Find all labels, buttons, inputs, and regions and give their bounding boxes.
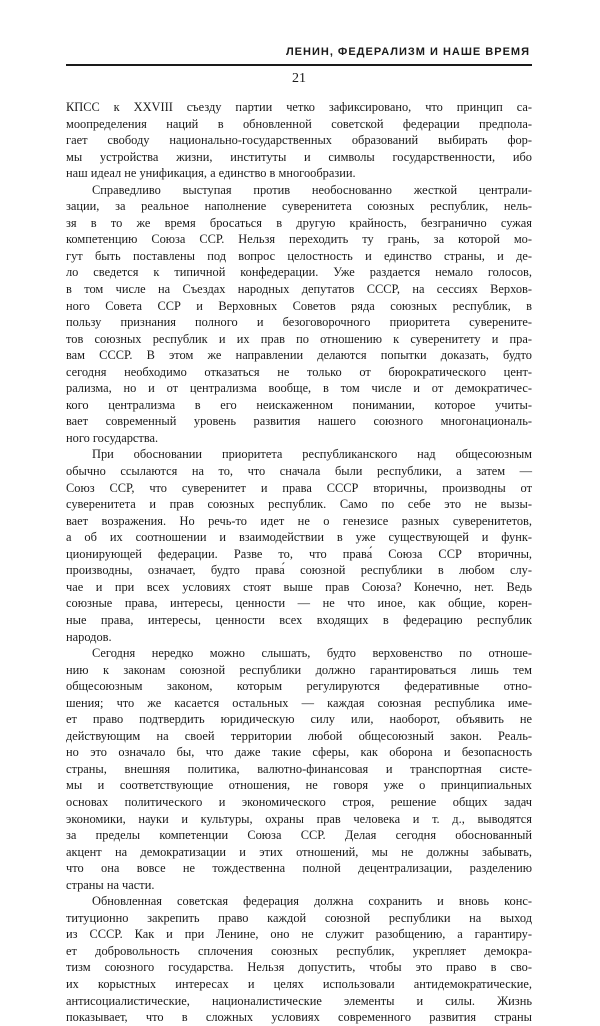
paragraph-line: действующим на своей территории любой общесоюзный закон. Реаль- xyxy=(66,728,532,743)
paragraph-line: пользу признания полного и безоговорочного приоритета суверените- xyxy=(66,315,532,330)
paragraph-line: компетенцию Союза ССР. Нельзя переходить ту грань, за которой мо- xyxy=(66,232,532,247)
paragraph-line: шения; что же касается остальных — каждая союзная республика име- xyxy=(66,695,532,710)
paragraph-line: При обосновании приоритета республиканского над общесоюзным xyxy=(92,447,532,462)
paragraph-line: Обновленная советская федерация должна сохранить и вновь конс- xyxy=(92,894,532,909)
paragraph-line: обычно ссылаются на то, что сначала были республики, а затем — xyxy=(66,464,532,479)
paragraph-line: основах политического и экономического строя, решение общих задач xyxy=(66,794,532,809)
paragraph-line: чае и при всех условиях стоят выше прав Союза? Конечно, нет. Ведь xyxy=(66,579,532,594)
paragraph-line: моопределения наций в обновленной советской федерации предпола- xyxy=(66,116,532,131)
paragraph-line: наш идеал не унификация, а единство в многообразии. xyxy=(66,166,356,181)
paragraph-line: гает свободу национально-государственных образований выбирать фор- xyxy=(66,133,532,148)
paragraph-line: сегодня необходимо отказаться не только от бюрократического цент- xyxy=(66,364,532,379)
paragraph-line: вает современный уровень развития нашего союзного многонациональ- xyxy=(66,414,532,429)
paragraph-line: титуционно закрепить право каждой союзной республики на выход xyxy=(66,910,532,925)
paragraph-line: из СССР. Как и при Ленине, оно не служит разобщению, а гарантиру- xyxy=(66,927,532,942)
paragraph-line: а об их соотношении и взаимодействии в уже существующей и функ- xyxy=(66,530,532,545)
paragraph-line: зя в то же время бросаться в другую крайность, безгранично сужая xyxy=(66,215,532,230)
running-title: ЛЕНИН, ФЕДЕРАЛИЗМ И НАШЕ ВРЕМЯ xyxy=(285,46,530,58)
paragraph-line: антисоциалистические, националистические элементы и силы. Жизнь xyxy=(66,993,532,1008)
paragraph-line: зации, за реальное наполнение суверенитета союзных республик, нель- xyxy=(66,199,532,214)
paragraph-line: акцент на демократизации и этих отношений, мы не должны забывать, xyxy=(66,844,532,859)
paragraph-line: рализма, но и от централизма вообще, в том числе и от демократичес- xyxy=(66,381,532,396)
paragraph-line: их корыстных интересах и целях использовали антидемократические, xyxy=(66,976,532,991)
paragraph-line: вает возражения. Но речь-то идет не о генезисе разных суверенитетов, xyxy=(66,513,532,528)
paragraph-line: что она вовсе не тождественна полной децентрализации, разделению xyxy=(66,861,532,876)
paragraph-line: вам СССР. В этом же направлении делаются попытки доказать, будто xyxy=(66,348,532,363)
paragraph-line: производны, означает, будто права́ союзной республики в любом слу- xyxy=(66,563,532,578)
paragraph-line: Справедливо выступая против необоснованно жесткой централи- xyxy=(92,182,532,197)
paragraph-line: экономики, науки и культуры, охраны прав человека и т. д., выводятся xyxy=(66,811,532,826)
paragraph-line: в том числе на Съездах народных депутатов СССР, на сессиях Верхов- xyxy=(66,282,532,297)
paragraph-line: КПСС к XXVIII съезду партии четко зафиксировано, что принцип са- xyxy=(66,100,532,114)
paragraph-line: но это означало бы, что даже такие сферы, как оборона и безопасность xyxy=(66,745,532,760)
paragraph-line: ного Совета ССР и Верховных Советов ряда союзных республик, в xyxy=(66,298,532,313)
paragraph-line: мы и соответствующие отношения, не говоря уже о принципиальных xyxy=(66,778,532,793)
header-rule xyxy=(66,64,532,66)
paragraph-line: тизм союзного государства. Нельзя допустить, чтобы это право в сво- xyxy=(66,960,532,975)
paragraph-line: ло сведется к типичной конфедерации. Уже раздается немало голосов, xyxy=(66,265,532,280)
paragraph-line: Союз ССР, что суверенитет и права СССР вторичны, производны от xyxy=(66,480,532,495)
paragraph-line: страны на части. xyxy=(66,877,155,892)
paragraph-line: ционирующей федерации. Разве то, что права́ Союза ССР вторичны, xyxy=(66,546,532,561)
paragraph-line: суверенитета и прав союзных республик. Само по себе это не вызы- xyxy=(66,497,532,512)
body-text xyxy=(66,99,532,1026)
book-page xyxy=(66,44,532,1026)
paragraph-line: тов союзных республик и их прав по отношению к суверенитету и пра- xyxy=(66,331,532,346)
paragraph-line: народов. xyxy=(66,629,112,644)
paragraph-line: союзные права, интересы, ценности — не что иное, как общие, корен- xyxy=(66,596,532,611)
paragraph-line: ные права, интересы, ценности всех входящих в федерацию республик xyxy=(66,612,532,627)
paragraph-line: ет право подтвердить юридическую силу или, наоборот, объявить не xyxy=(66,712,532,727)
paragraph-line: нию к законам союзной республики должно гарантироваться лишь тем xyxy=(66,662,532,677)
paragraph-line: за пределы компетенции Союза ССР. Делая сегодня обоснованный xyxy=(66,828,532,843)
paragraph-line: показывает, что в сложных условиях современного развития страны xyxy=(66,1010,532,1025)
paragraph-line: мы устройства жизни, институты и символы государственности, ибо xyxy=(66,149,532,164)
page-number: 21 xyxy=(292,71,306,86)
paragraph-line: общесоюзным законом, которым регулируются федеративные отно- xyxy=(66,679,532,694)
paragraph-line: ного государства. xyxy=(66,430,159,445)
paragraph-line: Сегодня нередко можно слышать, будто верховенство по отноше- xyxy=(92,646,532,661)
paragraph-line: кого централизма в его неискаженном понимании, которое учиты- xyxy=(66,397,532,412)
paragraph-line: ет добровольность сплочения союзных республик, укрепляет демокра- xyxy=(66,943,532,958)
paragraph-line: гут быть поставлены под вопрос целостность и единство страны, и де- xyxy=(66,248,532,263)
paragraph-line: страны, внешняя политика, валютно-финансовая и транспортная систе- xyxy=(66,761,532,776)
